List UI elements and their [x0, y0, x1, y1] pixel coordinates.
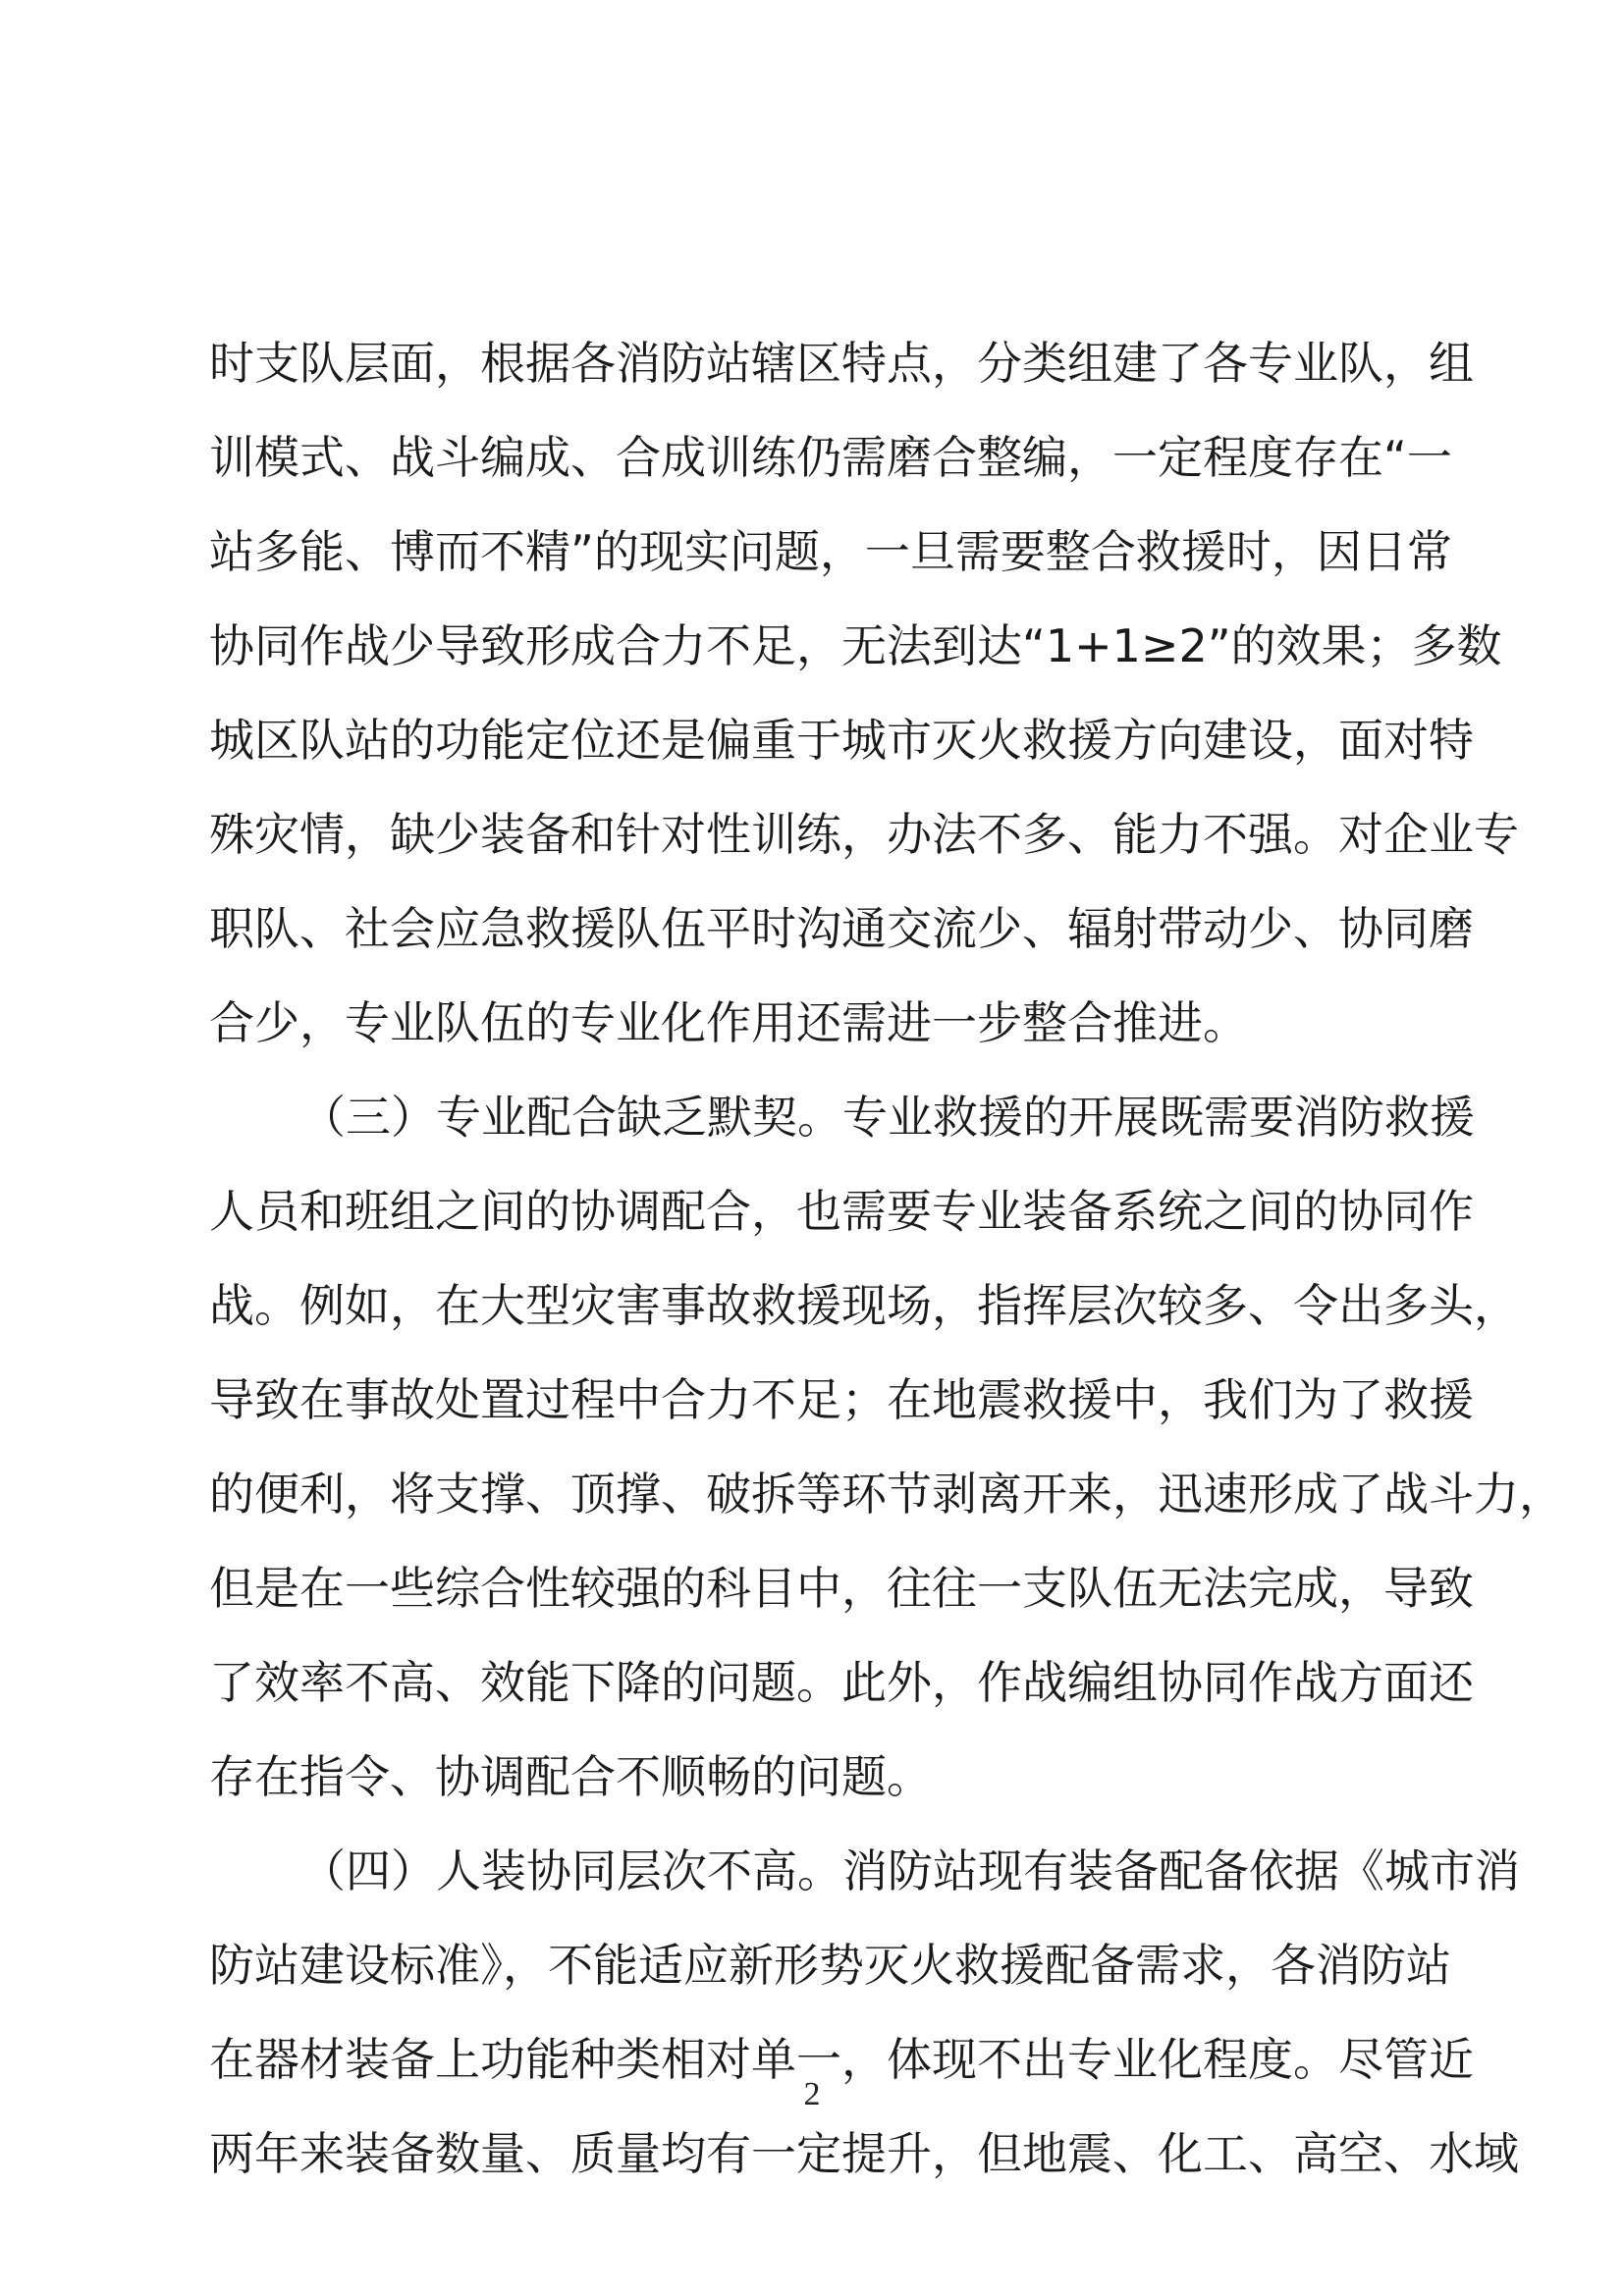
section-heading-line: （四）人装协同层次不高。消防站现有装备配备依据《城市消 [300, 1844, 1520, 1897]
text-line: 导致在事故处置过程中合力不足；在地震救援中，我们为了救援 [209, 1373, 1474, 1426]
text-line: 训模式、战斗编成、合成训练仍需磨合整编，一定程度存在“一 [209, 431, 1452, 484]
text-line: 时支队层面，根据各消防站辖区特点，分类组建了各专业队，组 [209, 337, 1474, 390]
text-line: 人员和班组之间的协调配合，也需要专业装备系统之间的协同作 [209, 1185, 1474, 1238]
text-line: 存在指令、协调配合不顺畅的问题。 [209, 1750, 932, 1803]
text-line: 殊灾情，缺少装备和针对性训练，办法不多、能力不强。对企业专 [209, 808, 1519, 861]
text-line: 协同作战少导致形成合力不足，无法到达“1+1≥2”的效果；多数 [209, 619, 1502, 672]
text-line: 站多能、博而不精”的现实问题，一旦需要整合救援时，因日常 [209, 525, 1452, 578]
text-line: 合少，专业队伍的专业化作用还需进一步整合推进。 [209, 996, 1248, 1049]
text-line: 职队、社会应急救援队伍平时沟通交流少、辐射带动少、协同磨 [209, 902, 1474, 955]
section-heading-line: （三）专业配合缺乏默契。专业救援的开展既需要消防救援 [300, 1091, 1475, 1144]
text-line: 两年来装备数量、质量均有一定提升，但地震、化工、高空、水域 [209, 2127, 1519, 2180]
text-line: 城区队站的功能定位还是偏重于城市灭火救援方向建设，面对特 [209, 714, 1474, 767]
text-line: 在器材装备上功能种类相对单一，体现不出专业化程度。尽管近 [209, 2033, 1474, 2086]
text-line: 防站建设标准》，不能适应新形势灭火救援配备需求，各消防站 [209, 1939, 1451, 1992]
text-line: 了效率不高、效能下降的问题。此外，作战编组协同作战方面还 [209, 1656, 1474, 1709]
text-line: 的便利，将支撑、顶撑、破拆等环节剥离开来，迅速形成了战斗力， [209, 1468, 1564, 1521]
page-number: 2 [803, 2076, 821, 2112]
text-line: 战。例如，在大型灾害事故救援现场，指挥层次较多、令出多头， [209, 1279, 1519, 1332]
text-line: 但是在一些综合性较强的科目中，往往一支队伍无法完成，导致 [209, 1562, 1474, 1615]
body-text [209, 316, 1564, 2201]
